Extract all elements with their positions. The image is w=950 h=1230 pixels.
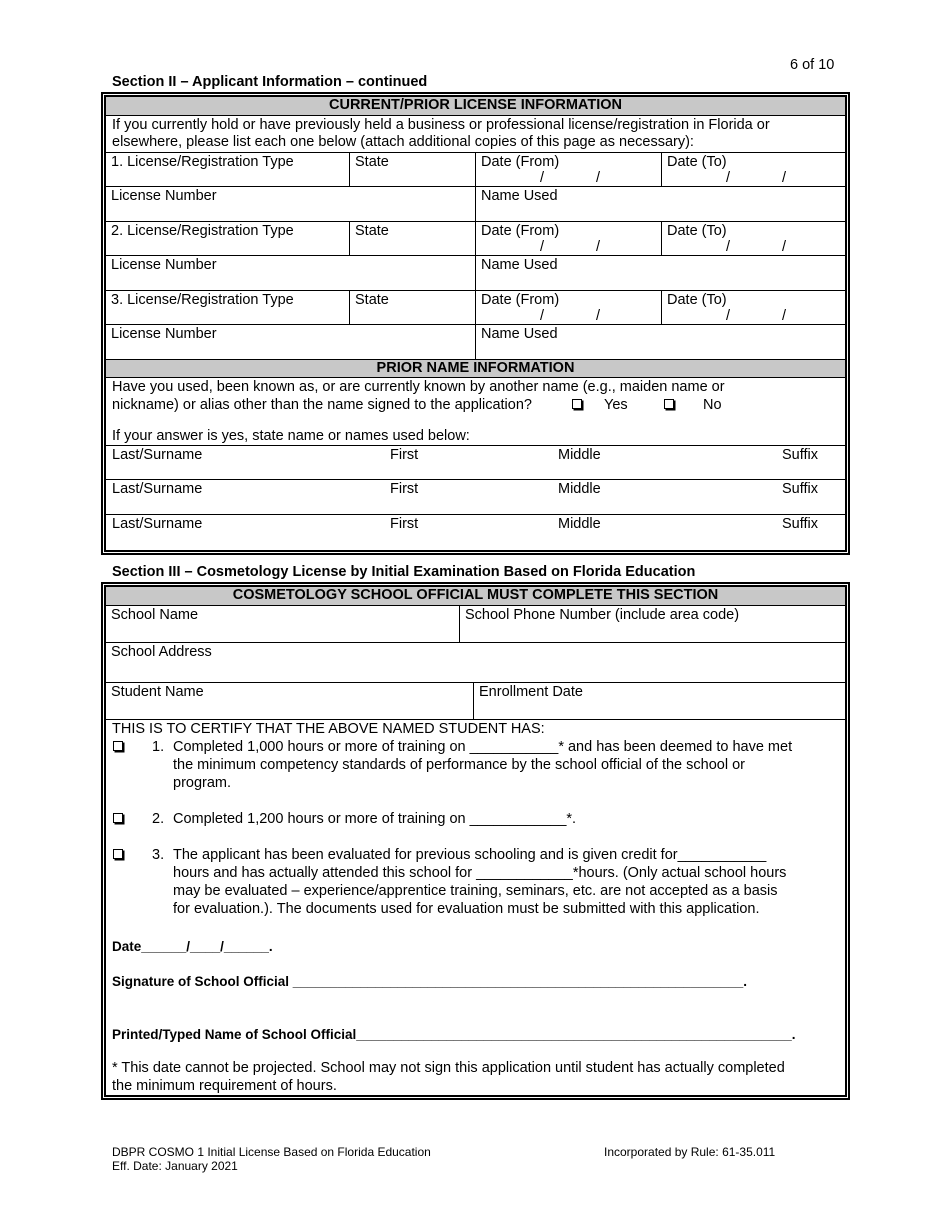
section-3-title: Section III – Cosmetology License by Initial Examination Based on Florida Education xyxy=(112,564,696,580)
name-row[interactable] xyxy=(106,515,845,550)
school-phone-field[interactable]: School Phone Number (include area code) xyxy=(459,606,845,642)
checkbox-icon xyxy=(113,741,123,751)
date-slash: / xyxy=(726,308,731,324)
printed-name-line[interactable]: Printed/Typed Name of School Official__________________________________________________________. xyxy=(112,1027,796,1042)
checkbox-icon xyxy=(572,399,582,409)
checkbox-icon xyxy=(113,813,123,823)
certification-area xyxy=(106,720,845,1095)
license-3-date-from-field[interactable] xyxy=(475,291,661,324)
first-name-label: First xyxy=(390,481,419,497)
license-intro-line1: If you currently hold or have previously held a business or professional license/registration in Florida or xyxy=(112,117,770,133)
school-row xyxy=(106,606,845,643)
section-2-box xyxy=(101,92,850,555)
date-line[interactable]: Date______/____/______. xyxy=(112,939,273,954)
effective-date: Eff. Date: January 2021 xyxy=(112,1159,238,1173)
date-slash: / xyxy=(540,170,545,186)
license-1-state-field[interactable]: State xyxy=(349,153,475,186)
prior-name-question xyxy=(106,378,845,446)
middle-name-label: Middle xyxy=(558,516,601,532)
footnote-line1: * This date cannot be projected. School may not sign this application until student has actually completed xyxy=(112,1060,785,1076)
last-name-label: Last/Surname xyxy=(112,447,203,463)
school-name-field[interactable]: School Name xyxy=(111,607,199,623)
item-1-line3: program. xyxy=(173,775,232,791)
date-from-label: Date (From) xyxy=(481,223,560,239)
student-name-field[interactable]: Student Name xyxy=(111,684,204,700)
license-2-date-to-field[interactable] xyxy=(661,222,845,255)
license-3-row xyxy=(106,291,845,325)
item-3-checkbox[interactable] xyxy=(113,847,123,865)
item-2-checkbox[interactable] xyxy=(113,811,123,829)
certify-heading: THIS IS TO CERTIFY THAT THE ABOVE NAMED STUDENT HAS: xyxy=(112,721,545,737)
date-slash: / xyxy=(726,170,731,186)
license-1-date-from-field[interactable] xyxy=(475,153,661,186)
student-row xyxy=(106,683,845,720)
item-3-line1: The applicant has been evaluated for previous schooling and is given credit for___________ xyxy=(173,847,767,863)
prior-name-header: PRIOR NAME INFORMATION xyxy=(106,360,845,378)
enrollment-date-field[interactable]: Enrollment Date xyxy=(473,683,845,719)
item-2-line1: Completed 1,200 hours or more of training on ____________*. xyxy=(173,811,577,827)
date-slash: / xyxy=(596,239,601,255)
item-3-line3: may be evaluated – experience/apprentice training, seminars, etc. are not accepted as a basis xyxy=(173,883,778,899)
license-3-state-field[interactable]: State xyxy=(349,291,475,324)
no-label: No xyxy=(703,397,722,413)
signature-line[interactable]: Signature of School Official ____________________________________________________________. xyxy=(112,974,748,989)
first-name-label: First xyxy=(390,516,419,532)
yes-label: Yes xyxy=(604,397,628,413)
license-3-date-to-field[interactable] xyxy=(661,291,845,324)
checkbox-icon xyxy=(113,849,123,859)
date-slash: / xyxy=(726,239,731,255)
license-3-type-field[interactable]: 3. License/Registration Type xyxy=(111,292,294,308)
checkbox-icon xyxy=(664,399,674,409)
school-address-field[interactable] xyxy=(106,643,845,683)
prior-name-question-line1: Have you used, been known as, or are currently known by another name (e.g., maiden name or xyxy=(112,379,725,395)
date-from-label: Date (From) xyxy=(481,154,560,170)
license-3-number-field[interactable]: License Number xyxy=(111,326,217,342)
suffix-label: Suffix xyxy=(782,481,819,497)
middle-name-label: Middle xyxy=(558,481,601,497)
middle-name-label: Middle xyxy=(558,447,601,463)
date-to-label: Date (To) xyxy=(667,154,727,170)
license-3-name-used-field[interactable]: Name Used xyxy=(475,325,845,359)
license-1-type-field[interactable]: 1. License/Registration Type xyxy=(111,154,294,170)
suffix-label: Suffix xyxy=(782,447,819,463)
section-2-title: Section II – Applicant Information – continued xyxy=(112,74,428,90)
date-to-label: Date (To) xyxy=(667,292,727,308)
school-address-label: School Address xyxy=(111,644,212,660)
name-row[interactable] xyxy=(106,446,845,480)
name-row[interactable] xyxy=(106,480,845,515)
license-2-date-from-field[interactable] xyxy=(475,222,661,255)
item-3-line4: for evaluation.). The documents used for evaluation must be submitted with this application. xyxy=(173,901,760,917)
item-1-line2: the minimum competency standards of performance by the school official of the school or xyxy=(173,757,745,773)
date-slash: / xyxy=(596,308,601,324)
date-slash: / xyxy=(540,239,545,255)
school-official-header: COSMETOLOGY SCHOOL OFFICIAL MUST COMPLETE THIS SECTION xyxy=(106,587,845,606)
page-number: 6 of 10 xyxy=(790,57,835,73)
item-1-line1: Completed 1,000 hours or more of training on ___________* and has been deemed to have met xyxy=(173,739,793,755)
form-name: DBPR COSMO 1 Initial License Based on Florida Education xyxy=(112,1145,431,1159)
first-name-label: First xyxy=(390,447,419,463)
item-3-line2: hours and has actually attended this school for ____________*hours. (Only actual school hours xyxy=(173,865,787,881)
license-2-state-field[interactable]: State xyxy=(349,222,475,255)
license-1-row xyxy=(106,153,845,187)
date-slash: / xyxy=(782,239,787,255)
rule-reference: Incorporated by Rule: 61-35.011 xyxy=(604,1145,776,1159)
date-slash: / xyxy=(782,308,787,324)
license-2-type-field[interactable]: 2. License/Registration Type xyxy=(111,223,294,239)
license-intro xyxy=(106,116,845,153)
license-1-number-field[interactable]: License Number xyxy=(111,188,217,204)
license-1-date-to-field[interactable] xyxy=(661,153,845,186)
date-from-label: Date (From) xyxy=(481,292,560,308)
last-name-label: Last/Surname xyxy=(112,481,203,497)
item-1-number: 1. xyxy=(152,739,165,755)
date-slash: / xyxy=(782,170,787,186)
date-slash: / xyxy=(596,170,601,186)
suffix-label: Suffix xyxy=(782,516,819,532)
license-2-row xyxy=(106,222,845,256)
date-to-label: Date (To) xyxy=(667,223,727,239)
license-1-name-used-field[interactable]: Name Used xyxy=(475,187,845,221)
license-2-number-field[interactable]: License Number xyxy=(111,257,217,273)
yes-checkbox[interactable] xyxy=(572,397,582,415)
license-2-row2 xyxy=(106,256,845,291)
license-1-row2 xyxy=(106,187,845,222)
prior-name-question-line2: nickname) or alias other than the name signed to the application? xyxy=(112,397,532,413)
license-info-header: CURRENT/PRIOR LICENSE INFORMATION xyxy=(106,97,845,116)
license-3-row2 xyxy=(106,325,845,360)
footnote-line2: the minimum requirement of hours. xyxy=(112,1078,337,1094)
prior-name-instruction: If your answer is yes, state name or names used below: xyxy=(112,428,470,444)
item-3-number: 3. xyxy=(152,847,165,863)
license-intro-line2: elsewhere, please list each one below (attach additional copies of this page as necessary): xyxy=(112,134,694,150)
section-3-box xyxy=(101,582,850,1100)
date-slash: / xyxy=(540,308,545,324)
item-1-checkbox[interactable] xyxy=(113,739,123,757)
license-2-name-used-field[interactable]: Name Used xyxy=(475,256,845,290)
item-2-number: 2. xyxy=(152,811,165,827)
no-checkbox[interactable] xyxy=(664,397,674,415)
last-name-label: Last/Surname xyxy=(112,516,203,532)
